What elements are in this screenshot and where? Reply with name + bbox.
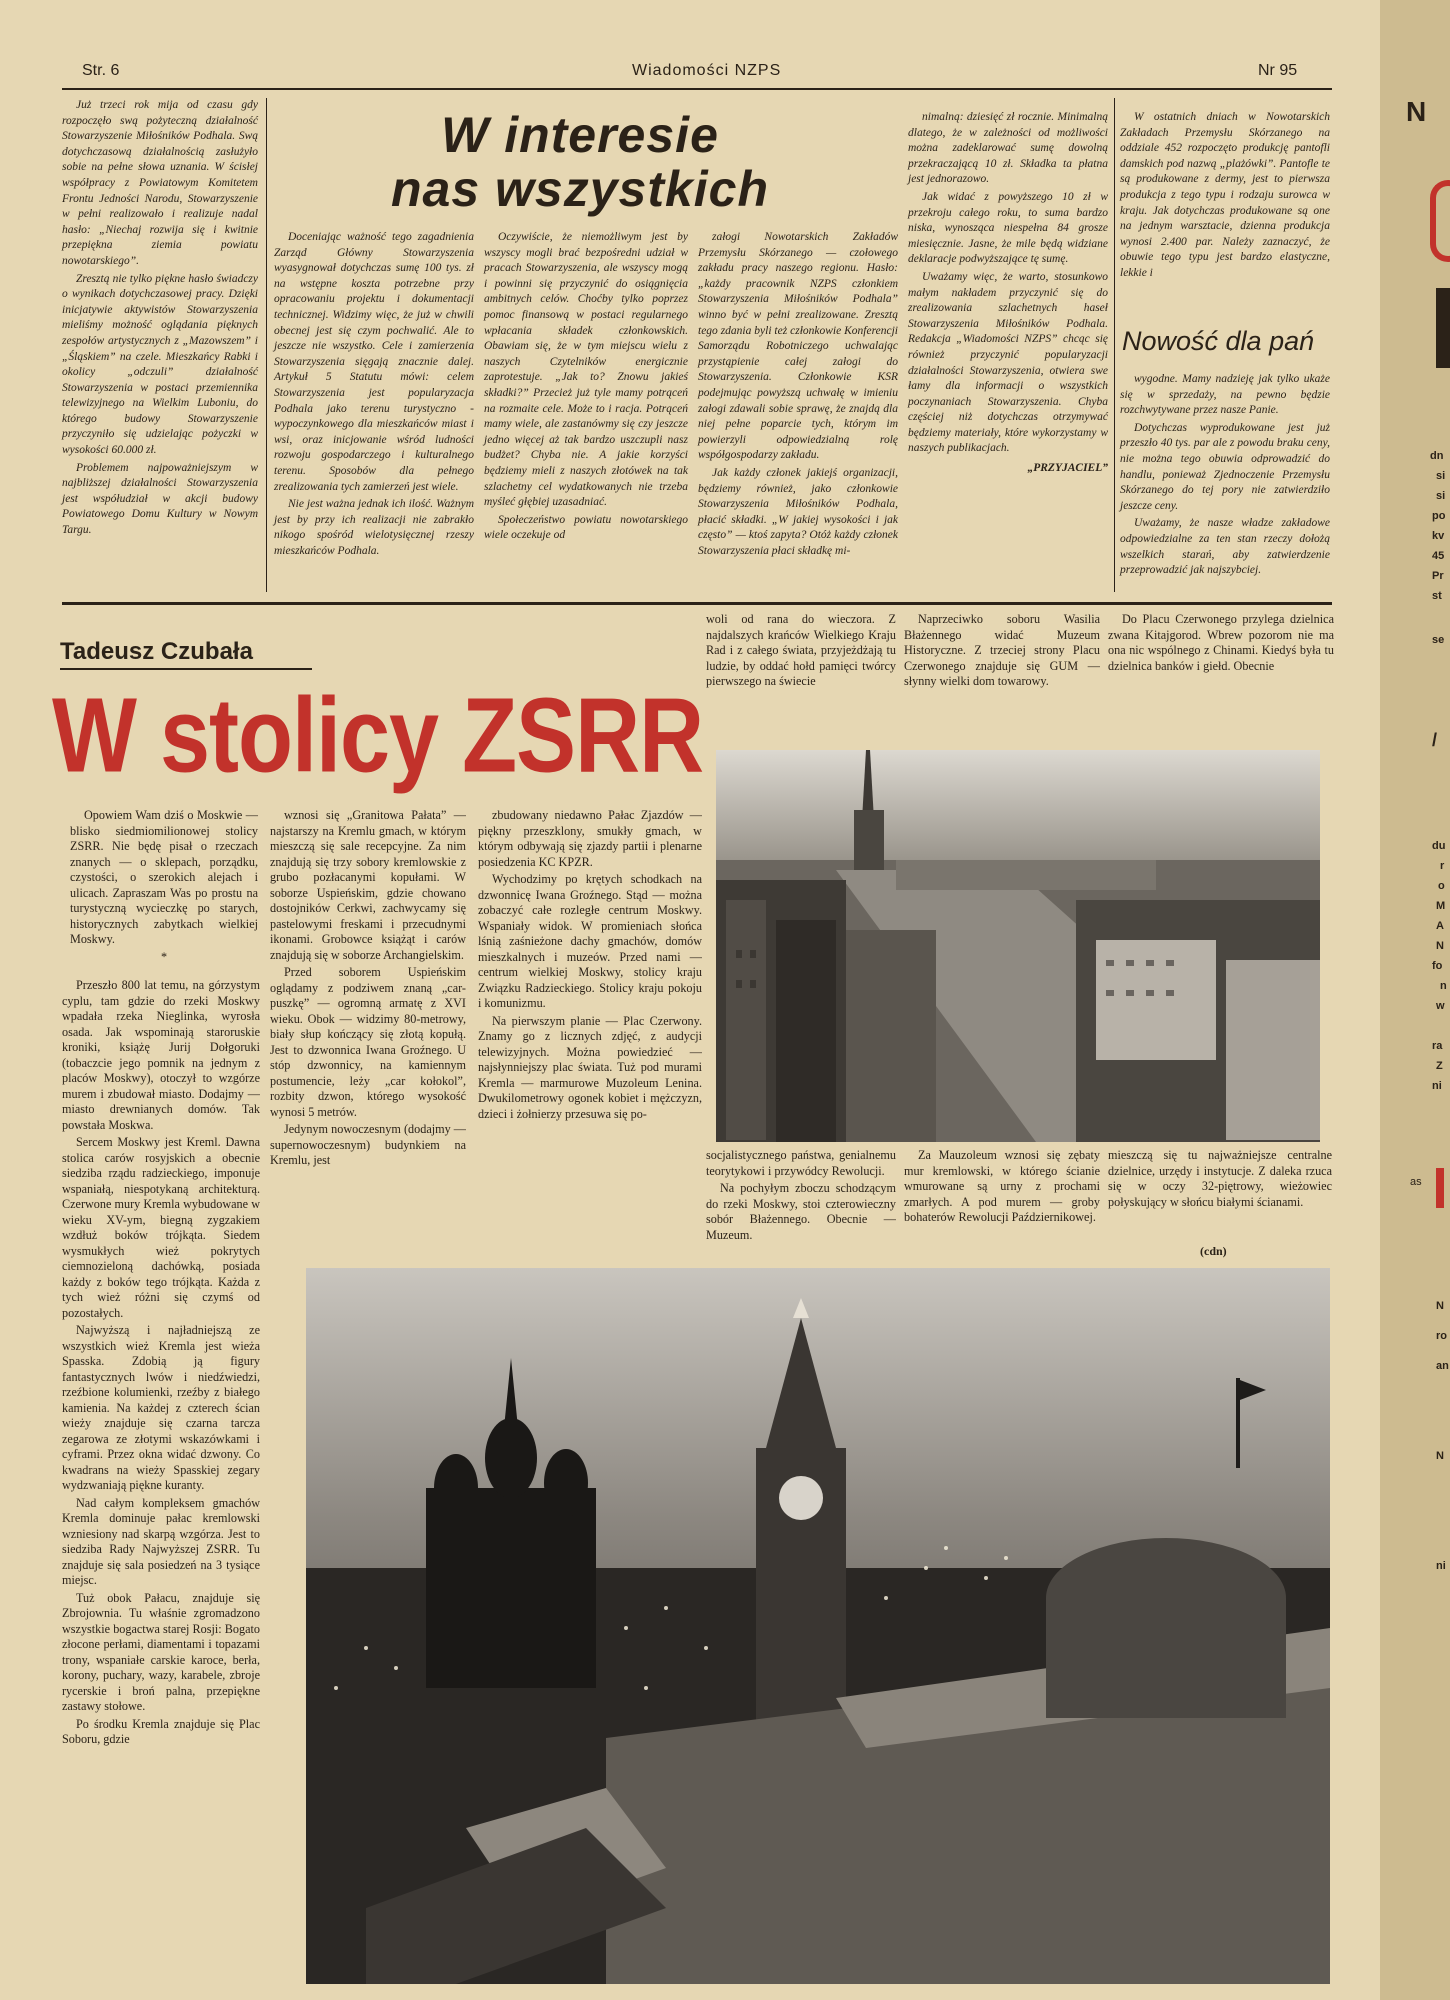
- article2-headline: Nowość dla pań: [1122, 326, 1315, 356]
- moscow-aerial-image: [716, 750, 1320, 1142]
- article3-column-d-bottom: socjalistycznego państwa, genialnemu teorytykowi i przywódcy Rewolucji. Na pochyłym zboczu schodzącym do rzeki Moskwy, stoi czterowieczny sobór Błażennego. Obecnie — Muzeum.: [706, 1148, 896, 1242]
- column-divider: [1114, 98, 1115, 592]
- edge-fragment: ni: [1432, 1080, 1442, 1092]
- edge-fragment: po: [1432, 510, 1446, 522]
- moscow-aerial-photo: [716, 750, 1320, 1142]
- edge-fragment: n: [1440, 980, 1447, 992]
- article3-column-e-bottom: Za Mauzoleum wznosi się zębaty mur kremlowski, w którego ścianie wmurowane są urny z prochami zmarłych. A pod murem — groby bohaterów Rewolucji Październikowej.: [904, 1148, 1100, 1224]
- adjacent-page-edge: [1380, 0, 1450, 2000]
- article1-headline-line1: W interesie: [441, 107, 719, 163]
- article3-column-a-intro: Opowiem Wam dziś o Moskwie — blisko siedmiomilionowej stolicy ZSRR. Nie będę pisał o rzeczach znanych — o sklepach, porządku, czystości, o szerokich alejach i ulicach. Zapraszam Was po prostu na turystyczną wycieczkę po starych, historycznych zabytkach wielkiej Moskwy. *: [70, 808, 258, 964]
- edge-fragment: A: [1436, 920, 1444, 932]
- section-star: *: [160, 949, 168, 964]
- edge-fragment: si: [1436, 470, 1446, 482]
- edge-fragment: Z: [1436, 1060, 1443, 1072]
- article3-column-a: Przeszło 800 lat temu, na górzystym cyplu, tam gdzie do rzeki Moskwy wpadała rzeka Nieglinka, wyrosła osada. Jak wspominają staroruskie kroniki, książę Jurij Dołgoruki (tobaczcie jego pomnik na jednym z placów Moskwy), otoczył to wzgórze murem i zbudował miasto. Dodajmy — miasto drewnianych domów. Tak powstała Moskwa. Sercem Moskwy jest Kreml. Dawna stolica carów rosyjskich a obecnie siedziba rządu radzieckiego, imponuje wspaniałą, niespotykaną architekturą. Czerwone mury Kremla wybudowane w wieku XV-ym, biegną zygzakiem wzdłuż boków trójkąta. Siedem wysmukłych wież pokrytych ciemnozieloną dachówką, posiada każdy z boków tego trójkąta. Każda z tych wież różni się czymś od pozostałych. Najwyższą i najładniejszą ze wszystkich wież Kremla jest wieża Spasska. Zdobią ją figury fantastycznych lwów i niedźwiedzi, rzeźbione kolumienki, rzeźby z białego kamienia. Na każdej z czterech ścian wieży znajduje się czarna tarcza zegarowa ze złotymi wskazówkami i cyframi. Przez okna widać dzwony. Co kwadrans na wieży Spasskiej zegary wydzwaniają piękne kuranty. Nad całym kompleksem gmachów Kremla dominuje pałac kremlowski wzniesiony nad skarpą wzgórza. Jest to siedziba Rady Najwyższej ZSRR. Tu znajduje się sala posiedzeń na 3 tysiące miejsc. Tuż obok Pałacu, znajduje się Zbrojownia. Tu właśnie zgromadzono wszystkie bogactwa starej Rosji: Bogato złocone perłami, diamentami i topazami trony, wspaniałe carskie karoce, berła, korony, puchary, wazy, karabele, zbroje rycerskie i broń palna, przepiękne zastawy stołowe. Po środku Kremla znajduje się Plac Soboru, gdzie: [62, 978, 260, 1746]
- issue-number: Nr 95: [1258, 62, 1298, 79]
- article1-headline-line2: nas wszystkich: [390, 161, 770, 217]
- kremlin-night-image: [306, 1268, 1330, 1984]
- edge-fragment: se: [1432, 634, 1445, 646]
- edge-red-mark: [1430, 180, 1450, 262]
- article1-column-2: Doceniając ważność tego zagadnienia Zarząd Główny Stowarzyszenia wyasygnował dotychczas sumę 100 tys. zł na wstępne koszta potrzebne przy opracowaniu projektu i dokumentacji technicznej. Widzimy więc, że już w chwili obecnej jest się czym pochwalić. Ale to jeszcze nie wszystko. Cele i zamierzenia Stowarzyszenia sięgają znacznie dalej. Artykuł 5 Statutu mówi: celem Stowarzyszenia jest popularyzacja Podhala jako terenu turystyczno - wypoczynkowego dla mieszkańców miast i wsi, oraz inicjowanie wśród ludności rozwoju gospodarczego i kulturalnego terenu. Sposobów dla pełnego zrealizowania tych zamierzeń jest wiele. Nie jest ważna jednak ich ilość. Ważnym jest by przy ich realizacji nie zabrakło nikogo spośród wielotysięcznej rzeszy mieszkańców Podhala.: [274, 231, 474, 557]
- edge-fragment: M: [1436, 900, 1446, 912]
- edge-fragment: N: [1436, 1450, 1444, 1462]
- article3-column-d-top: woli od rana do wieczora. Z najdalszych krańców Wielkiego Kraju Rad i z całego świata, przyjeżdżają tu ludzie, by oddać hołd pamięci twórcy pierwszego na świecie: [706, 612, 896, 688]
- kremlin-night-photo: [306, 1268, 1330, 1984]
- continued-mark: (cdn): [1200, 1244, 1227, 1258]
- article3-headline: W stolicy ZSRR: [52, 677, 704, 796]
- article1-column-4: załogi Nowotarskich Zakładów Przemysłu Skórzanego — czołowego zakładu pracy naszego regionu. Hasło: „każdy pracownik NZPS członkiem Stowarzyszenia Miłośników Podhala” winno być w pełni zrealizowane. Zresztą tego zdania byli też członkowie Konferencji Samorządu Robotniczego uchwalając przystąpienie całej załogi do Stowarzyszenia. Członkowie KSR podejmując powyższą uchwałę w imieniu załogi zdawali sobie sprawę, że znajdą dla niej pełne poparcie tych, którym im powierzyli odpowiedzialną rolę współgospodarzy zakładu. Jak każdy członek jakiejś organizacji, będziemy również, jako członkowie Stowarzyszenia Miłośników Podhala, płacić składki. „W jakiej wysokości i jak często” — ktoś zapyta? Otóż każdy członek Stowarzyszenia płaci składkę mi-: [698, 231, 898, 557]
- article1-signature: „PRZYJACIEL”: [1027, 462, 1108, 475]
- edge-fragment: st: [1432, 590, 1442, 602]
- edge-fragment: fo: [1432, 960, 1443, 972]
- edge-fragment: ro: [1436, 1330, 1447, 1342]
- article1-column-5: nimalną: dziesięć zł rocznie. Minimalną dlatego, że w zależności od możliwości można zadeklarować sumę dowolną przekraczającą 10 zł. Składka ta płatna jest jednorazowo. Jak widać z powyższego 10 zł w przekroju całego roku, to suma bardzo niska, wynosząca niespełna 84 grosze miesięcznie. Jasne, że mile będą widziane deklaracje podwyższające tę sumę. Uważamy więc, że warto, stosunkowo małym nakładem przyczynić się do zrealizowania szlachetnych haseł Stowarzyszenia Miłośników Podhala. Redakcja „Wiadomości NZPS” chcąc się również przyczynić popularyzacji działalności Stowarzyszenia, otwiera swe łamy dla informacji o wszystkich poczynaniach Stowarzyszenia. Chyba częściej niż dotychczas otrzymywać będziemy materiały, które wykorzystamy w naszych publikacjach. „PRZYJACIEL”: [908, 110, 1108, 590]
- section-rule: [62, 602, 1332, 605]
- article2-body: wygodne. Mamy nadzieję jak tylko ukaże się w sprzedaży, na pewno będzie rozchwytywane przez nasze Panie. Dotychczas wyprodukowane jest już przeszło 40 tys. par ale z powodu braku ceny, nie można tego obuwia odprowadzić do handlu, ponieważ Zjednoczenie Przemysłu Skórzanego do tej pory nie zatwierdziło jeszcze ceny. Uważamy, że nasze władze zakładowe odpowiedzialne za ten stan rzeczy dołożą wszelkich starań, aby zatwierdzenie przeprowadzić jak najszybciej.: [1120, 373, 1330, 577]
- edge-fragment: r: [1440, 860, 1445, 872]
- edge-fragment: N: [1436, 940, 1444, 952]
- page-number: Str. 6: [82, 62, 120, 79]
- article2-intro: W ostatnich dniach w Nowotarskich Zakładach Przemysłu Skórzanego na oddziale 452 rozpoczęto produkcję pantofli damskich pod nazwą „plażówki”. Pantofle te są produkowane z dermy, jest to pierwsza produkcja z tego typu i rodzaju surowca w kraju. Jak dotychczas produkowane są one na jednym warsztacie, dzienna produkcja wynosi 2.400 par. Należy zaznaczyć, że obuwie tego typu jest bardzo elastyczne, lekkie i: [1120, 111, 1330, 279]
- edge-fragment: Pr: [1432, 570, 1444, 582]
- article3-column-f-bottom: mieszczą się tu najważniejsze centralne dzielnice, urzędy i instytucje. Z daleka rzuca się w oczy 32-piętrowy, wieżowiec połyskujący w słońcu białymi ścianami.: [1108, 1148, 1332, 1209]
- edge-dark-block: [1436, 288, 1450, 368]
- article3-column-e-top: Naprzeciwko soboru Wasilia Błażennego widać Muzeum Historyczne. Z trzeciej strony Placu Czerwonego znajduje się GUM — słynny wielki dom towarowy.: [904, 612, 1100, 688]
- edge-fragment: an: [1436, 1360, 1449, 1372]
- edge-fragment: ra: [1432, 1040, 1443, 1052]
- edge-fragment: /: [1432, 730, 1438, 750]
- edge-fragment: 45: [1432, 550, 1445, 562]
- edge-fragment: du: [1432, 840, 1446, 852]
- header-rule: [62, 88, 1332, 90]
- edge-fragment: si: [1436, 490, 1446, 502]
- article1-column-3: Oczywiście, że niemożliwym jest by wszyscy mogli brać bezpośredni udział w pracach Stowarzyszenia, ale wszyscy mogą i powinni się przyczynić do osiągnięcia ambitnych celów. Choćby tylko poprzez pomoc finansową w postaci regularnego wpłacania składek członkowskich. Obawiam się, że w tym miejscu wielu z naszych Czytelników energicznie zaprotestuje. „Jak to? Znowu jakieś składki?” Przecież już tyle mamy potrąceń na rozmaite cele. Może to i racja. Potrąceń mamy wiele, ale zastanówmy się czy jeszcze jedno więcej aż tak bardzo uszczupli nasz budżet? Chyba nie. A jakie korzyści będziemy mieli z naszych złotówek na tak szlachetny cel wydatkowanych nie trzeba myśleć głębiej uzasadniać. Społeczeństwo powiatu nowotarskiego wiele oczekuje od: [484, 231, 688, 542]
- edge-fragment: ni: [1436, 1560, 1446, 1572]
- edge-fragment: as: [1410, 1176, 1422, 1188]
- article3-column-c: zbudowany niedawno Pałac Zjazdów — piękny przeszklony, smukły gmach, w którym odbywają się zjazdy partii i plenarne posiedzenia KC KPZR. Wychodzimy po krętych schodkach na dzwonnicę Iwana Groźnego. Stąd — można zobaczyć całe rozległe centrum Moskwy. Wspaniały widok. W promieniach słońca lśnią zaśnieżone dachy gmachów, domów mieszkalnych i muzeów. Przed nami — centrum wielkiej Moskwy, stolicy kraju Związku Radzieckiego. Stolicy kraju pokoju i komunizmu. Na pierwszym planie — Plac Czerwony. Znamy go z licznych zdjęć, z audycji telewizyjnych. Można powiedzieć — najsłynniejszy plac świata. Tuż pod murami Kremla — marmurowe Muzoleum Lenina. Dwukilometrowy ogonek kobiet i mężczyzn, dzieci i żołnierzy przesuwa się po-: [478, 808, 702, 1121]
- edge-fragment: N: [1406, 96, 1427, 127]
- edge-fragment: w: [1436, 1000, 1445, 1012]
- newspaper-title: Wiadomości NZPS: [632, 62, 782, 79]
- edge-fragment: dn: [1430, 450, 1444, 462]
- edge-fragment: o: [1438, 880, 1445, 892]
- column-divider: [266, 98, 267, 592]
- author-underline: [60, 668, 312, 670]
- article3-column-b: wznosi się „Granitowa Pałata” — najstarszy na Kremlu gmach, w którym mieszczą się sale recepcyjne. Za nim znajdują się trzy sobory kremlowskie z grubo pozłacanymi kopułami. W soborze Uspieńskim, gdzie chowano dostojników Cerkwi, zachwycamy się pastelowymi freskami i przecudnymi ikonami. Grobowce książąt i carów znajdują się w soborze Archangielskim. Przed soborem Uspieńskim oglądamy z podziwem znaną „car-puszkę” — ogromną armatę z XVI wieku. Obok — widzimy 80-metrowy, biały słup kończący się złotą kopułą. Jest to dzwonnica Iwana Groźnego. U stóp dzwonnicy, na kamiennym postumencie, leży „car kołokol”, rozbity dzwon, którego wysokość wynosi 5 metrów. Jedynym nowoczesnym (dodajmy — supernowoczesnym) budynkiem na Kremlu, jest: [270, 808, 466, 1167]
- article3-author: Tadeusz Czubała: [60, 638, 253, 665]
- edge-fragment: N: [1436, 1300, 1444, 1312]
- article1-column-1: Już trzeci rok mija od czasu gdy rozpoczęło swą pożyteczną działalność Stowarzyszenie Miłośników Podhala. Swą dotychczasową działalnością zasłużyło sobie na pełne słowa uznania. W ścisłej współpracy z Powiatowym Komitetem Frontu Jedności Narodu, Stowarzyszenie w pełni realizowało i realizuje nadal hasło: „Niechaj rozwija się i kwitnie przepiękna ziemia powiatu nowotarskiego”. Zresztą nie tylko piękne hasło świadczy o wynikach dotychczasowej pracy. Dzięki inicjatywie aktywistów Stowarzyszenia mieliśmy możność oglądania pięknych zespołów artystycznych z „Mazowszem” i „Śląskiem” na czele. Mieszkańcy Rabki i okolicy „odczuli” działalność Stowarzyszenia w postaci przemiennika telewizyjnego na Wielkim Luboniu, do którego budowy Stowarzyszenie przyczyniło się udzielając pożyczki w wysokości 60.000 zł. Problemem najpoważniejszym w najbliższej działalności Stowarzyszenia jest współudział w akcji budowy Powiatowego Domu Kultury w Nowym Targu.: [62, 99, 258, 537]
- edge-fragment: kv: [1432, 530, 1445, 542]
- edge-red-bar: [1436, 1168, 1444, 1208]
- article3-column-f-top: Do Placu Czerwonego przylega dzielnica zwana Kitajgorod. Wbrew pozorom nie ma ona nic wspólnego z Chinami. Kiedyś była tu dzielnica banków i giełd. Obecnie: [1108, 612, 1334, 673]
